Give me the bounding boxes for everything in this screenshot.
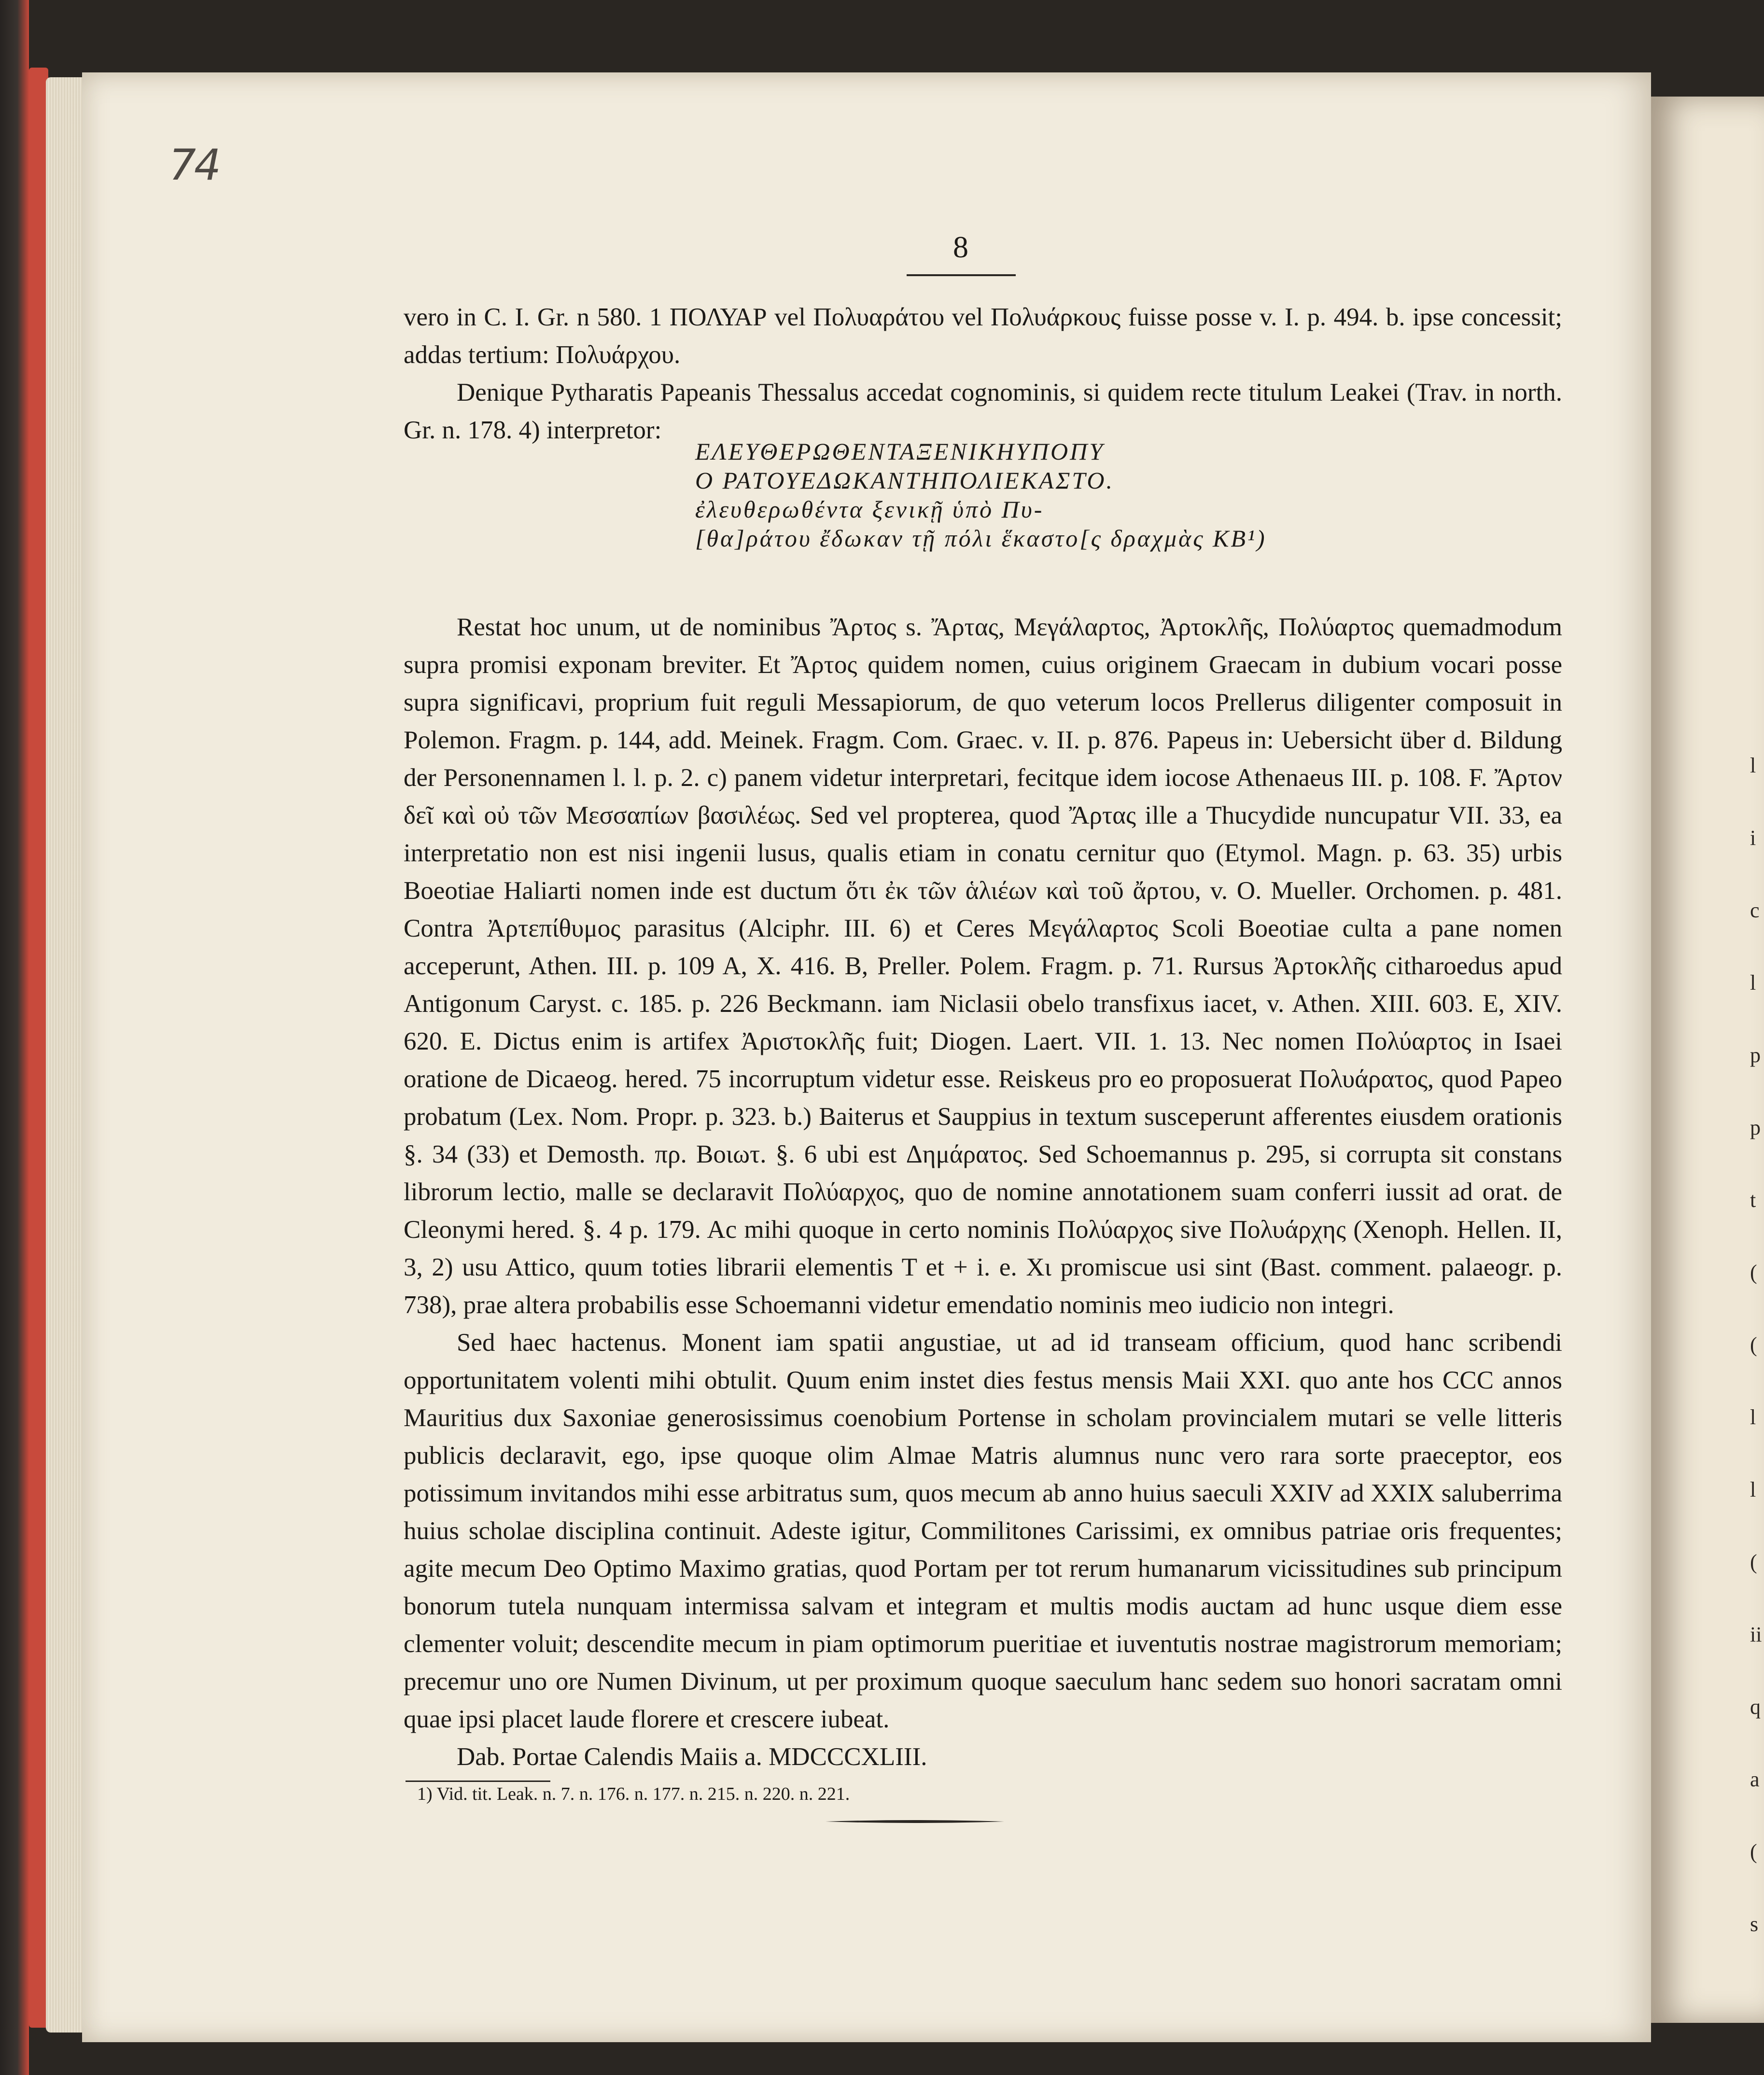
facing-page-fragment: t xyxy=(1750,1188,1756,1212)
facing-page-fragment: ( xyxy=(1750,1261,1757,1284)
dateline: Dab. Portae Calendis Maiis a. MDCCCXLIII. xyxy=(457,1743,927,1771)
facing-page-fragment: ( xyxy=(1750,1333,1757,1357)
facing-page-fragment: ( xyxy=(1750,1840,1757,1864)
cover-edge xyxy=(29,68,48,2028)
facing-page-fragment: a xyxy=(1750,1767,1760,1791)
facing-page-fragment: p xyxy=(1750,1116,1761,1139)
facing-page-fragment: l xyxy=(1750,1405,1756,1429)
facing-page-fragment: ii xyxy=(1750,1623,1762,1646)
facing-page-fragment: p xyxy=(1750,1043,1761,1067)
end-ornament xyxy=(826,1819,1004,1824)
paragraph: Sed haec hactenus. Monent iam spatii angustiae, ut ad id transeam officium, quod hanc scribendi opportunitatem volenti mihi obtulit. Quum enim instet dies festus mensis Maii XXI. quo ante hos CCC annos Mauritius dux Saxoniae generosissimus coenobium Portense in scholam provincialem mutari se velle litteris publicis declaravit, ego, ipse quoque olim Almae Matris alumnus nunc vero rara sorte praeceptor, eos potissimum invitandos mihi esse arbitratus sum, quos mecum ab anno huius saeculi XXIV ad XXIX saluberrima huius scholae disciplina continuit. Adeste igitur, Commilitones Carissimi, ex omnibus patriae oris frequentes; agite mecum Deo Optimo Maximo gratias, quod Portam per tot rerum humanarum vicissitudines sub principum bonorum tutela nunquam intermissa salvam et integram et multis modis auctam ad hunc usque diem esse clementer voluit; descendite mecum in piam optimorum pueritiae et iuventutis nostrae magistrorum memoriam; precemur uno ore Numen Divinum, ut per proximum quoque saeculum hanc sedem suo honori sacratam omni quae ipsi placet laude florere et crescere iubeat. xyxy=(404,1329,1562,1733)
facing-page-fragment: l xyxy=(1750,971,1756,995)
facing-page xyxy=(1651,97,1764,2023)
inscription-line: Ο ΡΑΤΟΥΕΔΩΚΑΝΤΗΠΟΛΙΕΚΑΣΤΟ. xyxy=(695,467,1114,494)
paragraph: vero in C. I. Gr. n 580. 1 ΠΟΛΥΑΡ vel Πολυαράτου vel Πολυάρκους fuisse posse v. I. p. 494. b. ipse concessit; addas tertium: Πολυάρχου. xyxy=(404,303,1562,369)
footnote-rule xyxy=(406,1781,550,1782)
page-number-rule xyxy=(907,274,1016,276)
facing-page-fragment: ( xyxy=(1750,1550,1757,1574)
facing-page-fragment: q xyxy=(1750,1695,1761,1719)
handwritten-page-number: 74 xyxy=(169,140,219,190)
inscription xyxy=(695,437,1323,553)
facing-page-fragment: c xyxy=(1750,898,1760,922)
paragraph: Restat hoc unum, ut de nominibus Ἄρτος s. Ἄρτας, Μεγάλαρτος, Ἀρτοκλῆς, Πολύαρτος quemadmodum supra promisi exponam breviter. Et Ἄρτος quidem nomen, cuius originem Graecam in dubium vocari posse supra significavi, proprium fuit reguli Messapiorum, de quo veterum locos Prellerus diligenter composuit in Polemon. Fragm. p. 144, add. Meinek. Fragm. Com. Graec. v. II. p. 876. Papeus in: Uebersicht über d. Bildung der Personennamen l. l. p. 2. c) panem videtur interpretari, fecitque idem iocose Athenaeus III. p. 108. F. Ἄρτον δεῖ καὶ οὐ τῶν Μεσσαπίων βασιλέως. Sed vel propterea, quod Ἄρτας ille a Thucydide nuncupatur VII. 33, ea interpretatio non est nisi ingenii lusus, qualis etiam in conatu cernitur quo (Etymol. Magn. p. 63. 35) urbis Boeotiae Haliarti nomen inde est ductum ὅτι ἐκ τῶν ἁλιέων καὶ τοῦ ἄρτου, v. O. Mueller. Orchomen. p. 481. Contra Ἀρτεπίθυμος parasitus (Alciphr. III. 6) et Ceres Μεγάλαρτος Scoli Boeotiae culta a pane nomen acceperunt, Athen. III. p. 109 A, X. 416. B, Preller. Polem. Fragm. p. 71. Rursus Ἀρτοκλῆς citharoedus apud Antigonum Caryst. c. 185. p. 226 Beckmann. iam Niclasii obelo transfixus iacet, v. Athen. XIII. 603. E, XIV. 620. E. Dictus enim is artifex Ἀριστοκλῆς fuit; Diogen. Laert. VII. 1. 13. Nec nomen Πολύαρτος in Isaei oratione de Dicaeog. hered. 75 incorruptum videtur esse. Reiskeus pro eo proposuerat Πολυάρατος, quod Papeo probatum (Lex. Nom. Propr. p. 323. b.) Baiterus et Sauppius in textum susceperunt afferentes eiusdem orationis §. 34 (33) et Demosth. πρ. Βοιωτ. §. 6 ubi est Δημάρατος. Sed Schoemannus p. 295, si corrupta sit constans librorum lectio, malle se declaravit Πολύαρχος, quo de nomine annotationem suam conferri iussit ad orat. de Cleonymi hered. §. 4 p. 179. Ac mihi quoque in certo nominis Πολύαρχος sive Πολυάρχης (Xenoph. Hellen. II, 3, 2) usu Attico, quum toties librarii elementis T et + i. e. Xι promiscue usi sint (Bast. comment. palaeogr. p. 738), prae altera probabilis esse Schoemanni videtur emendatio nominis meo iudicio non integri. xyxy=(404,613,1562,1319)
facing-page-fragment: s xyxy=(1750,1912,1759,1936)
inscription-line: [θα]ράτου ἔδωκαν τῇ πόλι ἕκαστο[ς δραχμὰς ΚΒ¹) xyxy=(695,525,1267,552)
facing-page-fragment: l xyxy=(1750,1478,1756,1501)
page-number: 8 xyxy=(953,230,968,264)
facing-page-fragment: l xyxy=(1750,754,1756,777)
inscription-line: ἐλευθερωθέντα ξενικῇ ὑπὸ Πυ- xyxy=(695,496,1044,523)
paragraph: Denique Pytharatis Papeanis Thessalus accedat cognominis, si quidem recte titulum Leakei (Trav. in north. Gr. n. 178. 4) interpretor: xyxy=(404,379,1562,444)
footnote: 1) Vid. tit. Leak. n. 7. n. 176. n. 177. n. 215. n. 220. n. 221. xyxy=(417,1784,850,1804)
book-spine xyxy=(0,0,29,2075)
facing-page-fragment: i xyxy=(1750,826,1756,850)
inscription-line: ΕΛΕΥΘΕΡΩΘΕΝΤΑΞΕΝΙΚΗΥΠΟΠΥ xyxy=(695,438,1105,465)
